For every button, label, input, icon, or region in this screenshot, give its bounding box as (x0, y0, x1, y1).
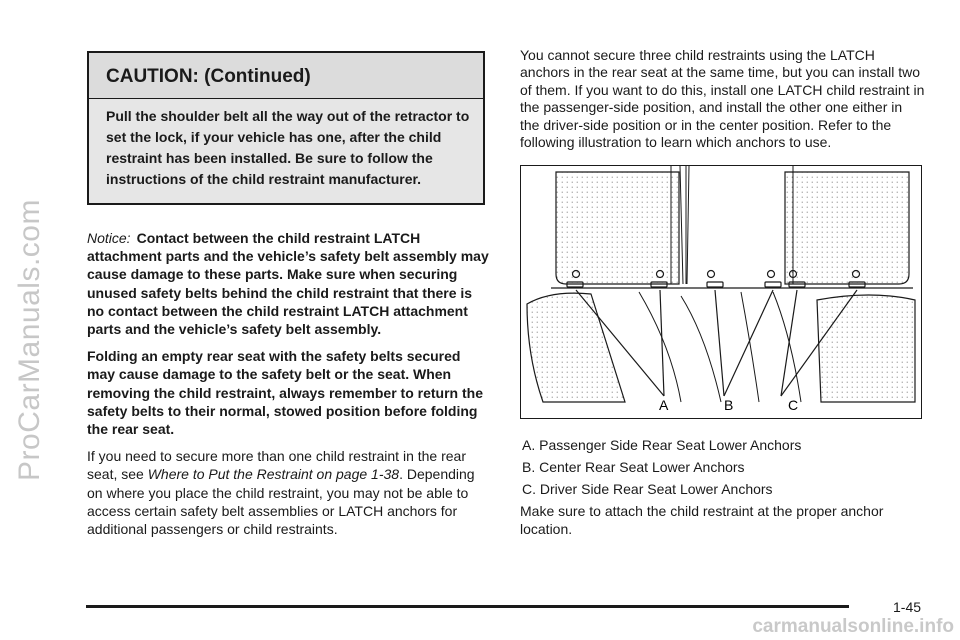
multiple-restraints-paragraph (87, 447, 489, 538)
latch-paragraph: You cannot secure three child restraints using the LATCH anchors in the rear seat at the same time, but you can install two of them. If you want to do this, install one LATCH child restraint in the passenger-side position, and install the other one either in the driver-side position or in the center position. Refer to the following illustration to learn which anchors to use. (520, 47, 925, 151)
notice-label: Notice: (87, 230, 131, 246)
legend-item-a: A. Passenger Side Rear Seat Lower Anchors (522, 437, 802, 454)
left-cushion (527, 294, 625, 403)
right-cushion (817, 295, 915, 402)
rear-seat-anchor-diagram (521, 166, 920, 417)
anchor-legend (522, 437, 925, 498)
page-rule (86, 605, 849, 608)
footer-watermark: carmanualsonline.info (752, 616, 954, 637)
left-seatback (556, 172, 679, 284)
closing-paragraph: Make sure to attach the child restraint at the proper anchor location. (520, 503, 884, 537)
caution-title: CAUTION: (Continued) (89, 53, 483, 99)
label-b: B (724, 397, 734, 414)
right-seatback (785, 172, 909, 284)
side-watermark (12, 60, 48, 620)
multiple-restraints-after: . Depending on where you place the child restraint, you may not be able to access certain safety belt assemblies or LATCH anchors for additional passengers or child restraints. (87, 466, 475, 538)
notice-text: Contact between the child restraint LATCH attachment parts and the vehicle’s safety belt assembly may cause damage to these parts. Make sure when securing unused safety belts behind the child restraint that there is no contact between the child restraint LATCH attachment parts and the vehicle’s safety belt assembly. (87, 230, 489, 338)
legend-item-b: B. Center Rear Seat Lower Anchors (522, 459, 745, 476)
center-seam (680, 166, 689, 284)
right-column (520, 47, 925, 538)
multiple-restraints-before: If you need to secure more than one child restraint in the rear seat, see (87, 448, 466, 483)
page-number: 1-45 (893, 599, 922, 615)
legend-item-c: C. Driver Side Rear Seat Lower Anchors (522, 481, 773, 498)
cross-reference-link[interactable]: Where to Put the Restraint on page 1-38 (147, 466, 400, 483)
label-a: A (659, 397, 669, 414)
caution-body: Pull the shoulder belt all the way out of the retractor to set the lock, if your vehicle has one, after the child restraint has been installed. Be sure to follow the instructions of the child restraint manufacturer. (106, 108, 470, 187)
anchor-illustration (520, 165, 922, 419)
folding-paragraph: Folding an empty rear seat with the safety belts secured may cause damage to the safety belt or the seat. When removing the child restraint, always remember to return the safety belts to their normal, stowed position before folding the rear seat. (87, 348, 483, 438)
caution-box (87, 51, 485, 205)
label-c: C (788, 397, 799, 414)
notice-paragraph (87, 229, 489, 338)
left-column (87, 51, 489, 538)
side-watermark-text: ProCarManuals.com (13, 199, 46, 481)
